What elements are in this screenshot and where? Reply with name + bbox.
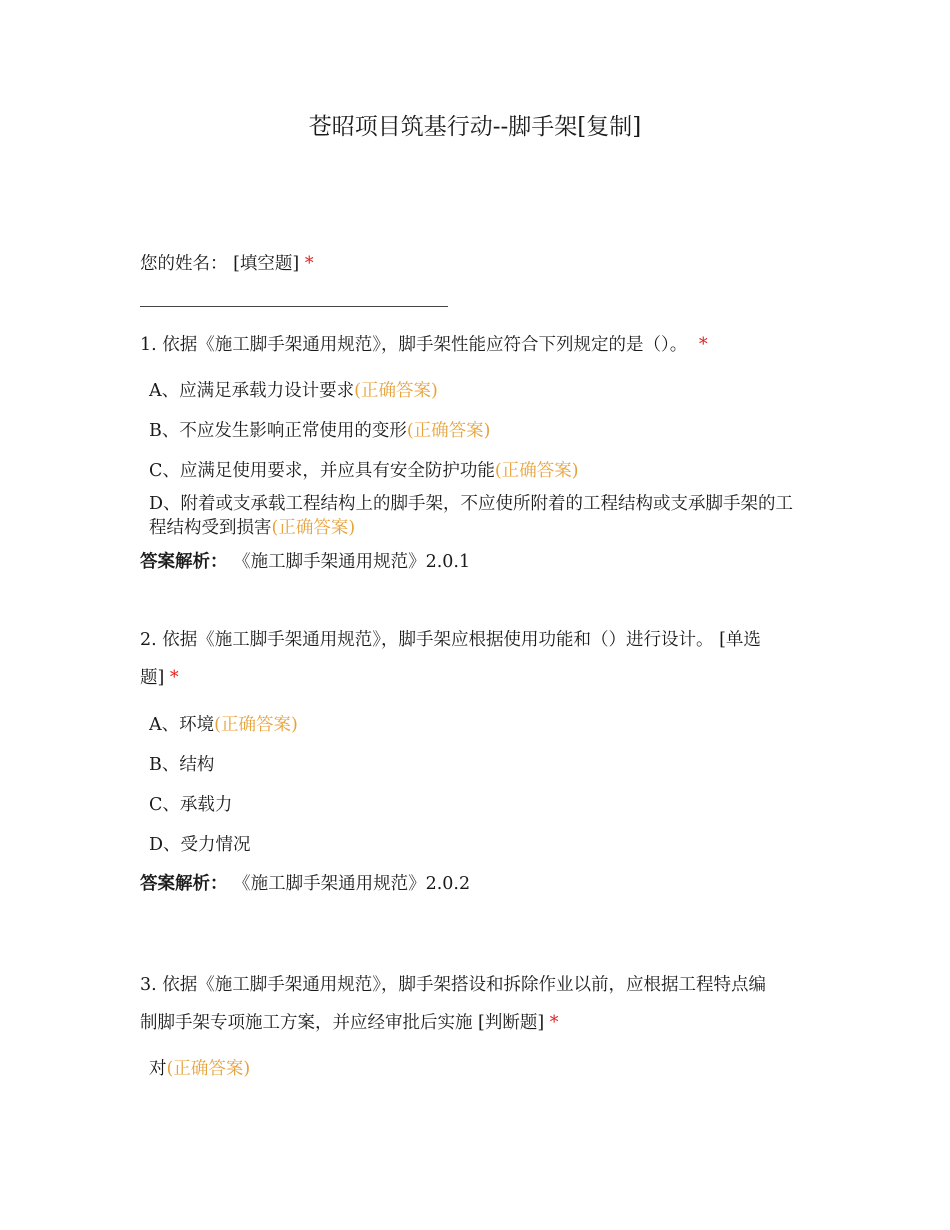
question-3-option-true[interactable]: 对(正确答案) bbox=[149, 1059, 251, 1079]
question-1-prompt: 1. 依据《施工脚手架通用规范》，脚手架性能应符合下列规定的是（）。 * bbox=[140, 335, 708, 355]
analysis-text: 《施工脚手架通用规范》2.0.2 bbox=[233, 874, 471, 894]
required-mark: * bbox=[698, 335, 708, 355]
question-2-analysis bbox=[140, 872, 470, 896]
correct-answer-tag: (正确答案) bbox=[271, 518, 356, 538]
correct-answer-tag: (正确答案) bbox=[214, 715, 298, 735]
question-3-prompt: 3. 依据《施工脚手架通用规范》，脚手架搭设和拆除作业以前，应根据工程特点编 制脚手架专项施工方案，并应经审批后实施 [判断题] * bbox=[140, 975, 767, 1033]
name-label: 您的姓名： bbox=[140, 254, 228, 274]
analysis-label: 答案解析： bbox=[140, 552, 228, 572]
correct-answer-tag: (正确答案) bbox=[406, 421, 491, 441]
question-2-option-d[interactable]: D、受力情况 bbox=[149, 835, 251, 855]
required-mark: * bbox=[549, 1013, 559, 1033]
correct-answer-tag: (正确答案) bbox=[354, 381, 438, 401]
required-mark: * bbox=[304, 254, 314, 274]
correct-answer-tag: (正确答案) bbox=[166, 1059, 251, 1079]
question-2-option-b[interactable]: B、结构 bbox=[149, 755, 215, 775]
required-mark: * bbox=[169, 668, 179, 688]
question-1-option-c[interactable]: C、应满足使用要求，并应具有安全防护功能(正确答案) bbox=[149, 461, 579, 481]
name-question bbox=[140, 250, 812, 278]
analysis-label: 答案解析： bbox=[140, 874, 228, 894]
question-1-option-d[interactable]: D、附着或支承载工程结构上的脚手架，不应使所附着的工程结构或支承脚手架的工程结构受到损害(正确答案) bbox=[149, 494, 794, 538]
question-2-prompt: 2. 依据《施工脚手架通用规范》，脚手架应根据使用功能和（）进行设计。 [单选 题] * bbox=[140, 630, 761, 688]
correct-answer-tag: (正确答案) bbox=[494, 461, 579, 481]
name-input-line[interactable] bbox=[140, 306, 448, 307]
question-1-analysis bbox=[140, 550, 470, 574]
question-2-option-c[interactable]: C、承载力 bbox=[149, 795, 233, 815]
page-title: 苍昭项目筑基行动--脚手架[复制] bbox=[308, 114, 642, 140]
question-2-option-a[interactable]: A、环境(正确答案) bbox=[149, 715, 298, 735]
analysis-text: 《施工脚手架通用规范》2.0.1 bbox=[233, 552, 471, 572]
name-type: [填空题] bbox=[233, 254, 300, 274]
question-1-option-a[interactable]: A、应满足承载力设计要求(正确答案) bbox=[149, 381, 438, 401]
question-1-option-b[interactable]: B、不应发生影响正常使用的变形(正确答案) bbox=[149, 421, 491, 441]
